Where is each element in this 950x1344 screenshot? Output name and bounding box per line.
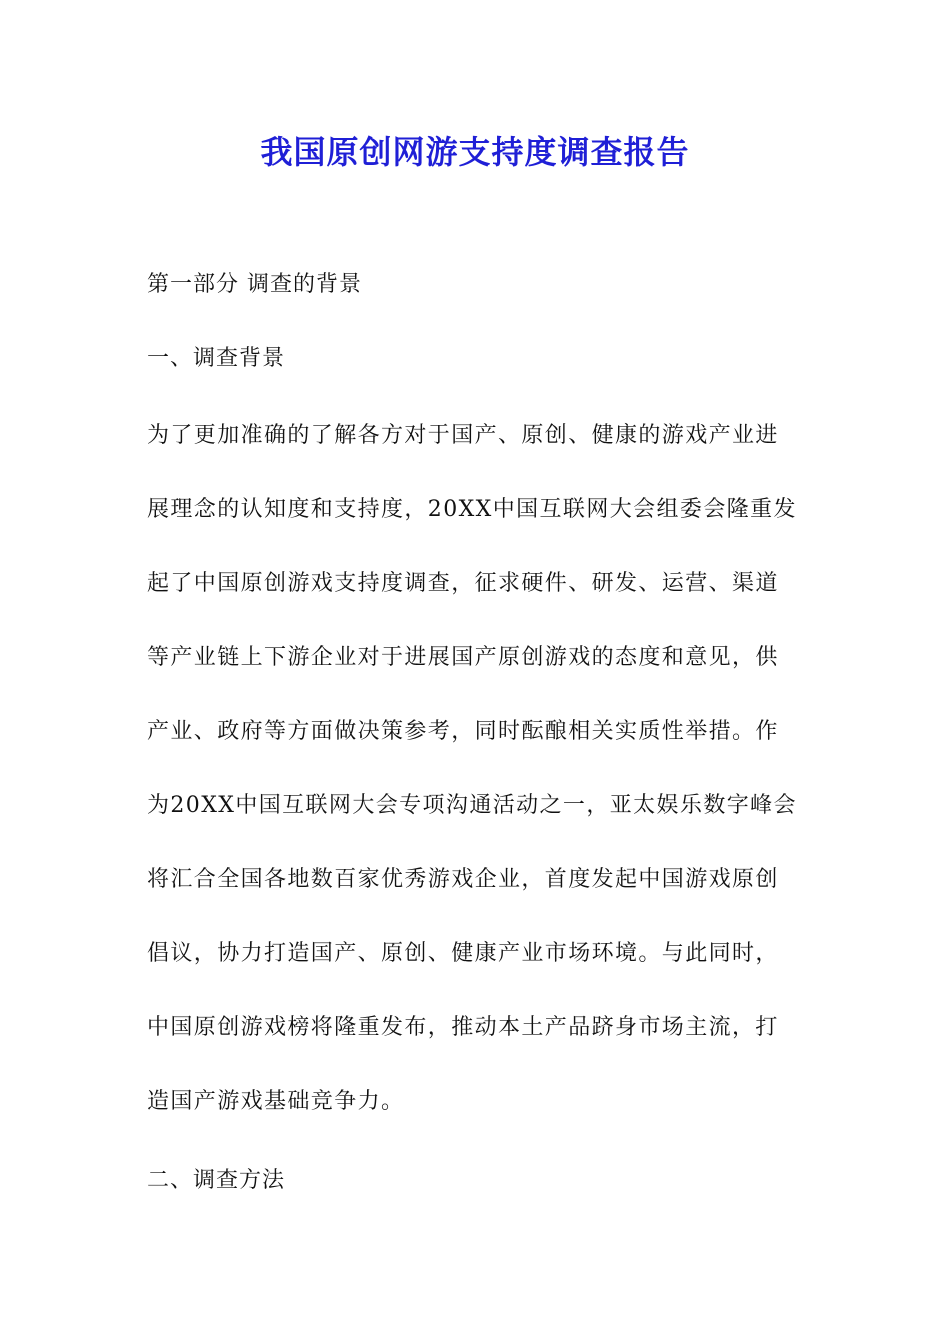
paragraph-line: 产业、政府等方面做决策参考，同时酝酿相关实质性举措。作 <box>147 719 779 744</box>
paragraph-line: 将汇合全国各地数百家优秀游戏企业，首度发起中国游戏原创 <box>147 867 779 892</box>
paragraph-line: 为了更加准确的了解各方对于国产、原创、健康的游戏产业进 <box>147 423 779 448</box>
document-title: 我国原创网游支持度调查报告 <box>260 133 690 171</box>
background-paragraph <box>147 421 807 1161</box>
paragraph-line: 中国原创游戏榜将隆重发布，推动本土产品跻身市场主流，打 <box>147 1015 779 1040</box>
paragraph-line: 展理念的认知度和支持度，20XX中国互联网大会组委会隆重发 <box>147 497 797 522</box>
paragraph-line: 造国产游戏基础竞争力。 <box>147 1089 405 1114</box>
part-heading: 第一部分 调查的背景 <box>147 272 362 297</box>
section-heading-background: 一、调查背景 <box>147 346 286 371</box>
paragraph-line: 等产业链上下游企业对于进展国产原创游戏的态度和意见，供 <box>147 645 779 670</box>
paragraph-line: 起了中国原创游戏支持度调查，征求硬件、研发、运营、渠道 <box>147 571 779 596</box>
section-heading-method: 二、调查方法 <box>147 1168 286 1193</box>
paragraph-line: 为20XX中国互联网大会专项沟通活动之一，亚太娱乐数字峰会 <box>147 793 797 818</box>
paragraph-line: 倡议，协力打造国产、原创、健康产业市场环境。与此同时， <box>147 941 779 966</box>
